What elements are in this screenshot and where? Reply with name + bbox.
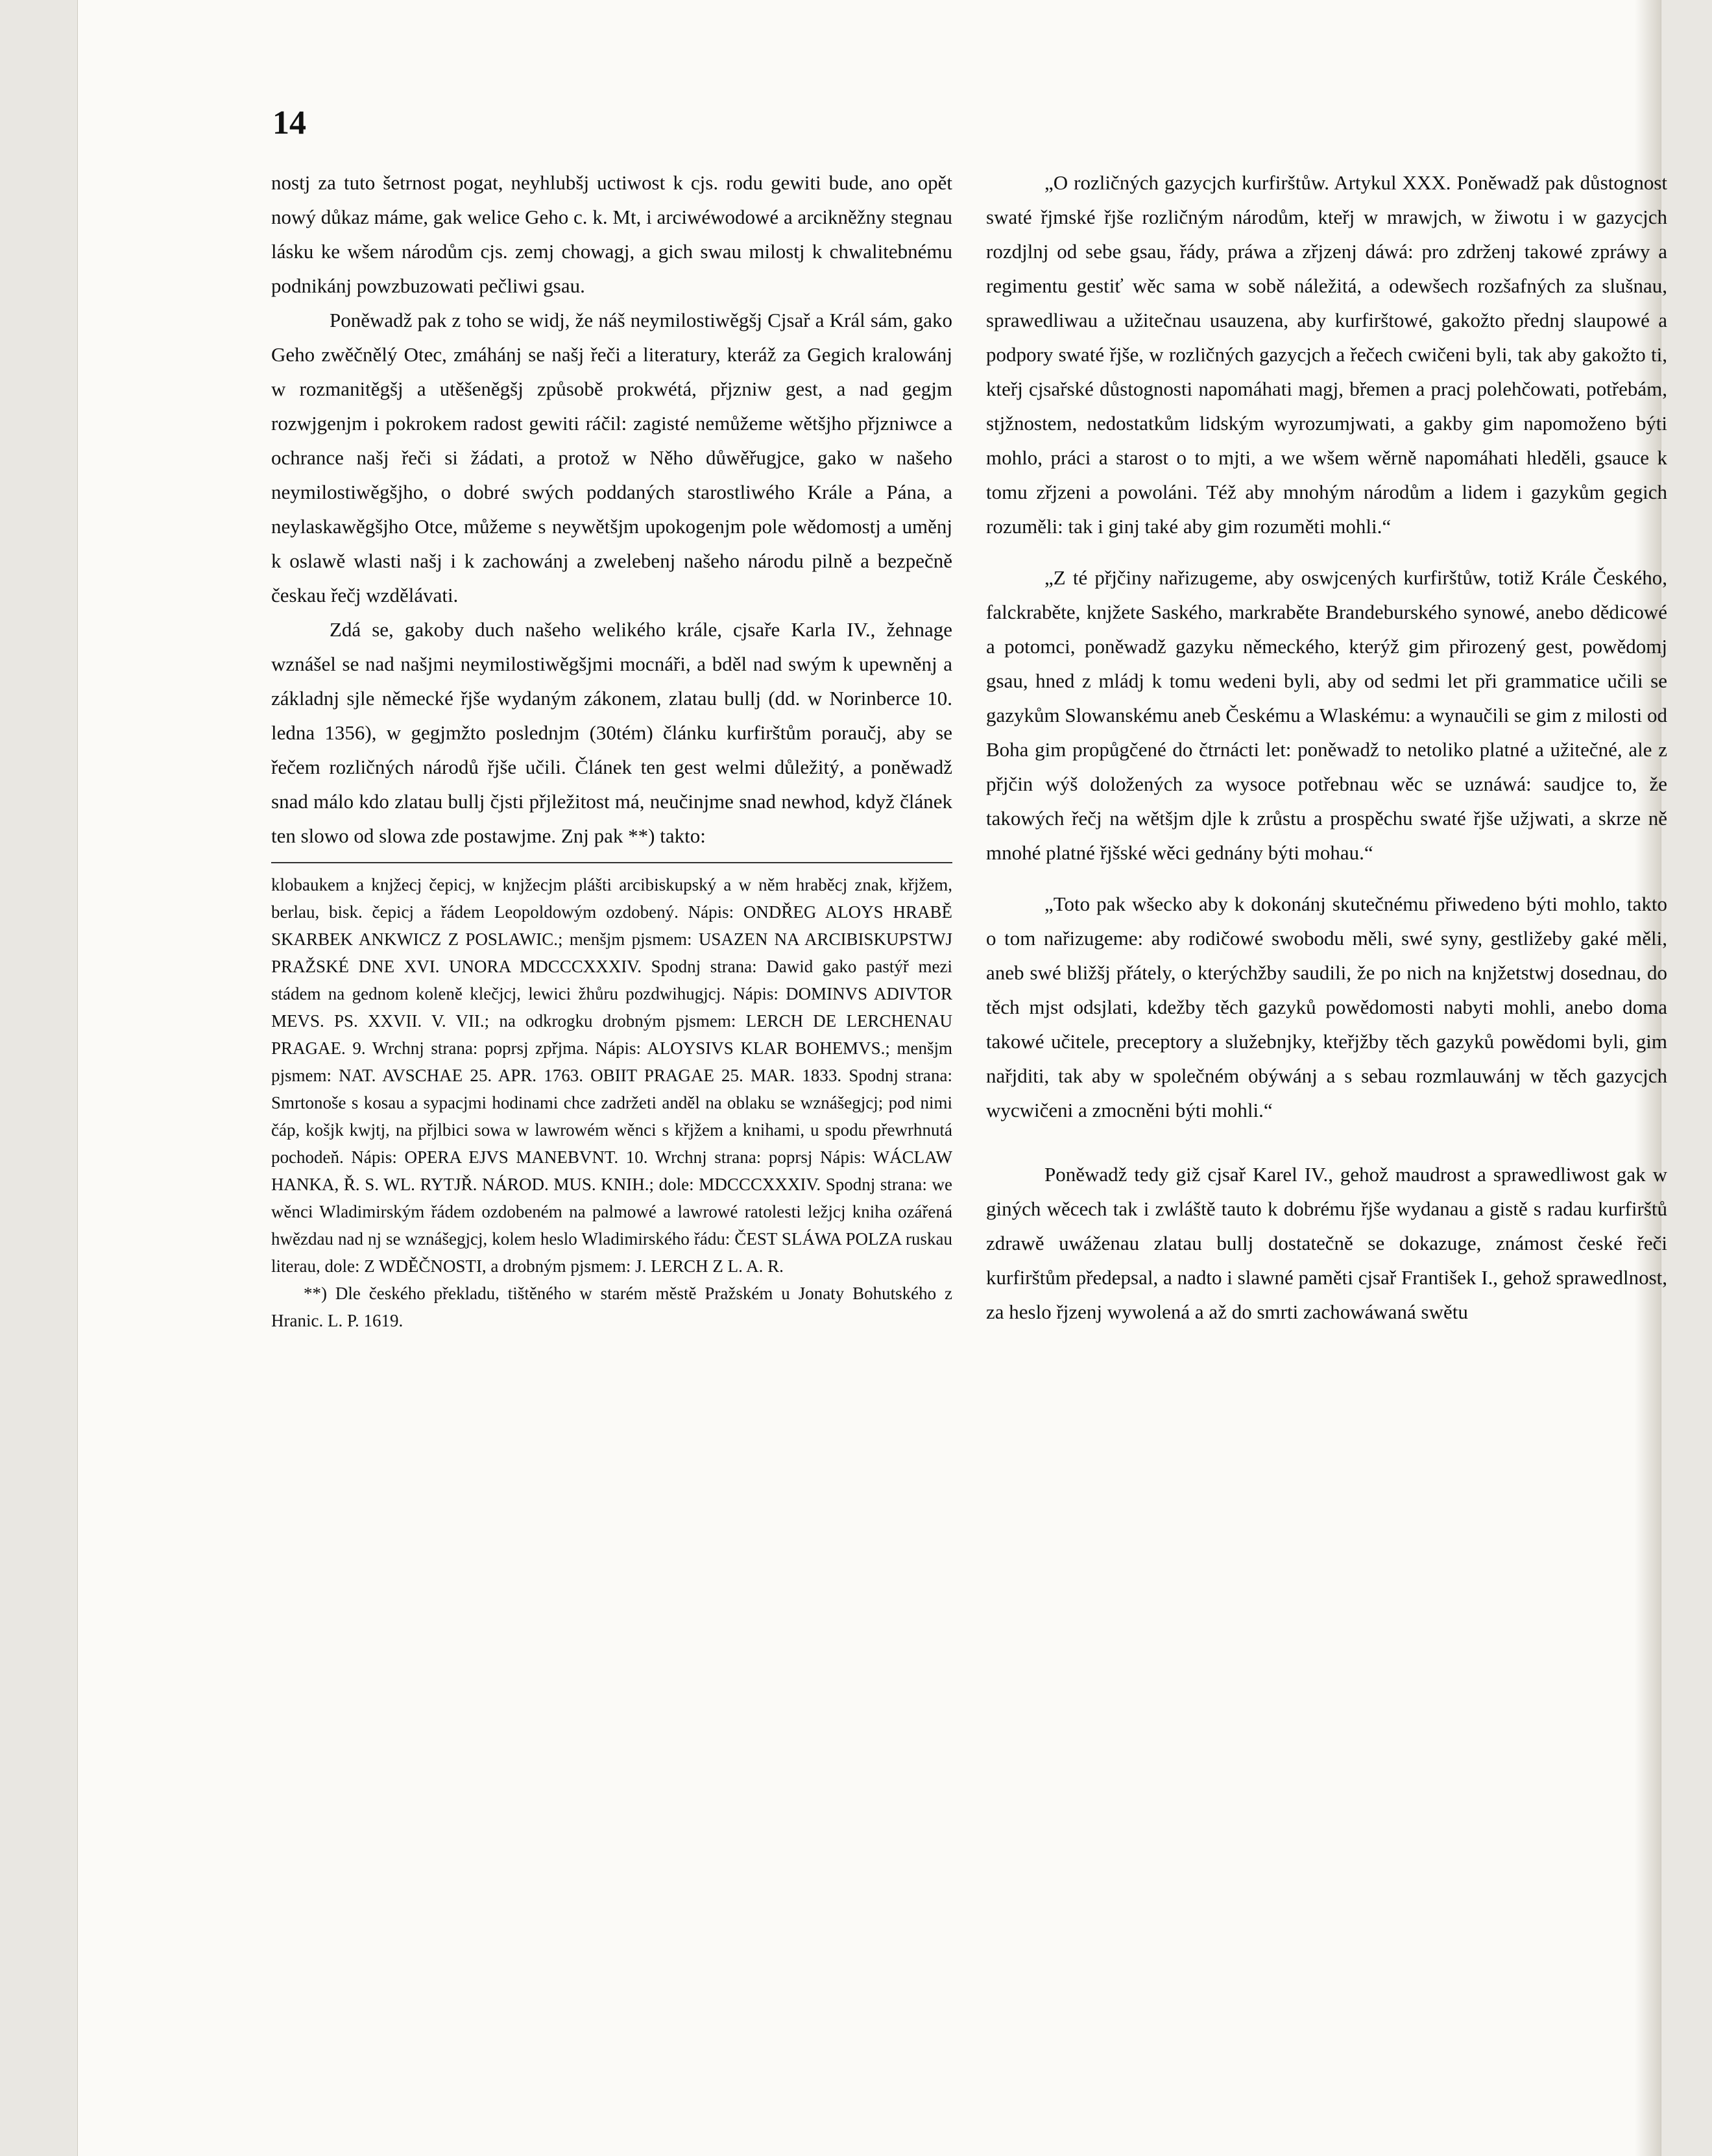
footnote-block [271,871,952,1334]
right-paragraph-4: Poněwadž tedy giž cjsař Karel IV., gehož maudrost a sprawedliwost gak w giných wěcech tak i zwláště tauto k dobrému řjše wydanau a gistě s radau kurfirštů zdrawě uwáženau zlatau bullj dostatečně se dokazuge, známost české řeči kurfirštům předepsal, a nadto i slawné paměti cjsař František I., gehož sprawedlnost, za heslo řjzenj wywolená a až do smrti zachowáwaná swětu [986,1163,1667,1323]
footnote-divider [271,862,952,863]
right-column [986,165,1667,1329]
page-number: 14 [272,104,306,141]
left-paragraph-1: nostj za tuto šetrnost pogat, neyhlubšj uctiwost k cjs. rodu gewiti bude, ano opět nowý důkaz máme, gak welice Geho c. k. Mt, i arciwéwodowé a arcikněžny stegnau lásku ke wšem národům cjs. zemj chowagj, a gich swau milostj k chwalitebnému podnikánj powzbuzowati pečliwi gsau. [271,171,952,297]
left-paragraph-2: Poněwadž pak z toho se widj, že náš neymilostiwěgšj Cjsař a Král sám, gako Geho zwěčnělý Otec, zmáhánj se našj řeči a literatury, kteráž za Gegich kralowánj w rozmanitěgšj a utěšeněgšj způsobě prokwétá, přjzniw gest, a nad gegjm rozwjgenjm i pokrokem radost gewiti ráčil: zagisté nemůžeme wětšjho přjzniwce a ochrance našj řeči si žádati, a protož w Něho důwěřugjce, gako w našeho neymilostiwěgšjho, o dobré swých poddaných starostliwého Krále a Pána, a neylaskawěgšjho Otce, můžeme s neywětšjm upokogenjm pole wědomostj a uměnj k oslawě wlasti našj i k zachowánj a zwelebenj našeho národu pilně a bezpečně českau řečj wzdělávati. [271,309,952,606]
footnote-translation-source: **) Dle českého překladu, tištěného w starém městě Pražském u Jonaty Bohutského z Hranic. L. P. 1619. [271,1284,952,1330]
right-paragraph-1: „O rozličných gazycjch kurfirštůw. Artykul XXX. Poněwadž pak důstognost swaté řjmské řjše rozličným národům, kteřj w mrawjch, w žiwotu i w gazycjch rozdjlnj od sebe gsau, řády, práwa a zřjzenj dáwá: pro zdrženj takowé zpráwy a regimentu gestiť wěc sama w sobě náležitá, a odewšech rozšafných za slušnau, sprawedliwau a užitečnau usauzena, aby kurfirštowé, gakožto přednj slaupowé a podpory swaté řjše, w rozličných gazycjch a řečech cwičeni byli, tak aby gakožto ti, kteřj cjsařské důstognosti napomáhati magj, břemen a pracj polehčowati, potřebám, stjžnostem, nedostatkům lidským wyrozumjwati, a gakby gim napomoženo býti mohlo, práci a starost o to mjti, a we wšem wěrně napomáhati hleděli, gsauce k tomu zřjzeni a powoláni. Též aby mnohým národům a lidem i gazykům gegich rozuměli: tak i ginj také aby gim rozuměti mohli.“ [986,171,1667,538]
right-paragraph-2: „Z té přjčiny nařizugeme, aby oswjcených kurfirštůw, totiž Krále Českého, falckraběte, knjžete Saského, markraběte Brandeburského synowé, anebo dědicowé a potomci, poněwadž gazyku německého, kterýž gim přirozený gest, powědomj gsau, hned z mládj k tomu wedeni byli, aby od sedmi let při grammatice učili se gazykům Slowanskému aneb Českému a Wlaskému: a wynaučili se gim z milosti od Boha gim propůgčené do čtrnácti let: poněwadž to netoliko platné a užitečné, ale z přjčin wýš doložených za wysoce potřebnau wěc se uznáwá: saudjce to, že takowých řečj na wětšjm djle k zrůstu a prospěchu swaté řjše užjwati, a skrze ně mnohé platné řjšské wěci gednány býti mohau.“ [986,566,1667,864]
left-column [271,165,952,1334]
right-paragraph-3: „Toto pak wšecko aby k dokonánj skutečnému přiwedeno býti mohlo, takto o tom nařizugeme: aby rodičowé swobodu měli, swé syny, gestližeby gaké měli, aneb swé bližšj přátely, o kterýchžby saudili, že po nich na knjžetstwj dosednau, do těch mjst odsjlati, kdežby těch gazyků powědomosti nabyti mohli, anebo doma takowé učitele, preceptory a služebnjky, kteřjžby těch gazyků powědomi byli, gim nařjditi, tak aby w společném obýwánj a s sebau rozmlauwánj w těch gazycjch wycwičeni a zmocněni býti mohli.“ [986,892,1667,1121]
left-paragraph-3: Zdá se, gakoby duch našeho welikého krále, cjsaře Karla IV., žehnage wznášel se nad našjmi neymilostiwěgšjmi mocnáři, a bděl nad swým k upewněnj a základnj sjle německé řjše wydaným zákonem, zlatau bullj (dd. w Norinberce 10. ledna 1356), w gegjmžto poslednjm (30tém) článku kurfirštům poraučj, aby se řečem rozličných národů řjše učili. Článek ten gest welmi důležitý, a poněwadž snad málo kdo zlatau bullj čjsti přjležitost má, neučinjme snad newhod, když článek ten slowo od slowa zde postawjme. Znj pak **) takto: [271,618,952,847]
footnote-medal-description: klobaukem a knjžecj čepicj, w knjžecjm plášti arcibiskupský a w něm hraběcj znak, křjžem, berlau, bisk. čepicj a řádem Leopoldowým ozdobený. Nápis: ONDŘEG ALOYS HRABĚ SKARBEK ANKWICZ Z POSLAWIC.; menšjm pjsmem: USAZEN NA ARCIBISKUPSTWJ PRAŽSKÉ DNE XVI. UNORA MDCCCXXXIV. Spodnj strana: Dawid gako pastýř mezi stádem na gednom koleně klečjcj, lewici žhůru pozdwihugjcj. Nápis: DOMINVS ADIVTOR MEVS. PS. XXVII. V. VII.; na odkrogku drobným pjsmem: LERCH DE LERCHENAU PRAGAE. 9. Wrchnj strana: poprsj zpřjma. Nápis: ALOYSIVS KLAR BOHEMVS.; menšjm pjsmem: NAT. AVSCHAE 25. APR. 1763. OBIIT PRAGAE 25. MAR. 1833. Spodnj strana: Smrtonoše s kosau a sypacjmi hodinami chce zadržeti anděl na oblaku se wznášegjcj; pod nimi čáp, košjk kwjtj, na přjlbici sowa w lawrowém wěnci s křjžem a knihami, u spodu přewrhnutá pochodeň. Nápis: OPERA EJVS MANEBVNT. 10. Wrchnj strana: poprsj Nápis: WÁCLAW HANKA, Ř. S. WL. RYTJŘ. NÁROD. MUS. KNIH.; dole: MDCCCXXXIV. Spodnj strana: we wěnci Wladimirským řádem ozdobeném na palmowé a lawrowé ratolesti ležjcj kniha ozářená hwězdau nad nj se wznášegjcj, kolem heslo Wladimirského řádu: ČEST SLÁWA POLZA ruskau literau, dole: Z WDĚČNOSTI, a drobným pjsmem: J. LERCH Z L. A. R. [271,875,952,1276]
book-page [78,0,1667,2156]
